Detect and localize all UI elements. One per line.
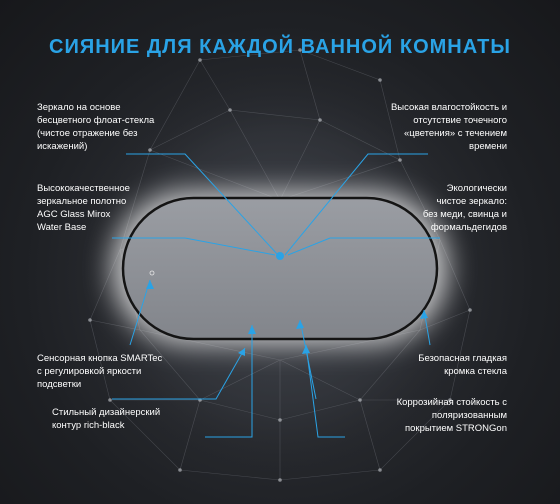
feature-touch-button	[37, 352, 187, 391]
feature-line: Зеркало на основе	[37, 102, 121, 113]
page-title: СИЯНИЕ ДЛЯ КАЖДОЙ ВАННОЙ КОМНАТЫ	[49, 36, 511, 58]
feature-coating	[342, 396, 507, 435]
feature-line: поляризованным	[431, 410, 507, 421]
feature-line: времени	[469, 141, 507, 152]
feature-line: Сенсорная кнопка SMARTec	[37, 353, 163, 364]
feature-line: отсутствие точечного	[413, 115, 507, 126]
feature-line: бесцветного флоат-стекла	[37, 115, 155, 126]
feature-contour	[52, 406, 192, 432]
feature-line: формальдегидов	[430, 222, 507, 233]
feature-line: без меди, свинца и	[422, 209, 507, 220]
feature-float-glass	[37, 101, 187, 153]
feature-line: зеркальное полотно	[37, 196, 127, 207]
feature-line: искажений)	[37, 141, 88, 152]
feature-safe-edge	[385, 352, 507, 378]
feature-line: кромка стекла	[444, 366, 507, 377]
feature-line: Water Base	[37, 222, 87, 233]
feature-line: покрытием STRONGon	[404, 423, 507, 434]
feature-line: «цветения» с течением	[404, 128, 507, 139]
feature-moisture	[360, 101, 507, 153]
feature-agc-glass	[37, 182, 177, 234]
feature-line: Стильный дизайнерский	[52, 407, 161, 418]
feature-line: Экологически	[446, 183, 507, 194]
feature-line: Высокая влагостойкость и	[390, 102, 507, 113]
feature-line: Высококачественное	[37, 183, 130, 194]
feature-line: с регулировкой яркости	[37, 366, 142, 377]
feature-line: Коррозийная стойкость с	[396, 397, 507, 408]
center-point	[276, 252, 284, 260]
feature-line: контур rich-black	[52, 420, 125, 431]
feature-line: (чистое отражение без	[37, 128, 138, 139]
feature-line: чистое зеркало:	[436, 196, 507, 207]
feature-line: Безопасная гладкая	[418, 353, 507, 364]
feature-line: AGC Glass Mirox	[37, 209, 111, 220]
feature-eco	[380, 182, 507, 234]
feature-line: подсветки	[37, 379, 82, 390]
